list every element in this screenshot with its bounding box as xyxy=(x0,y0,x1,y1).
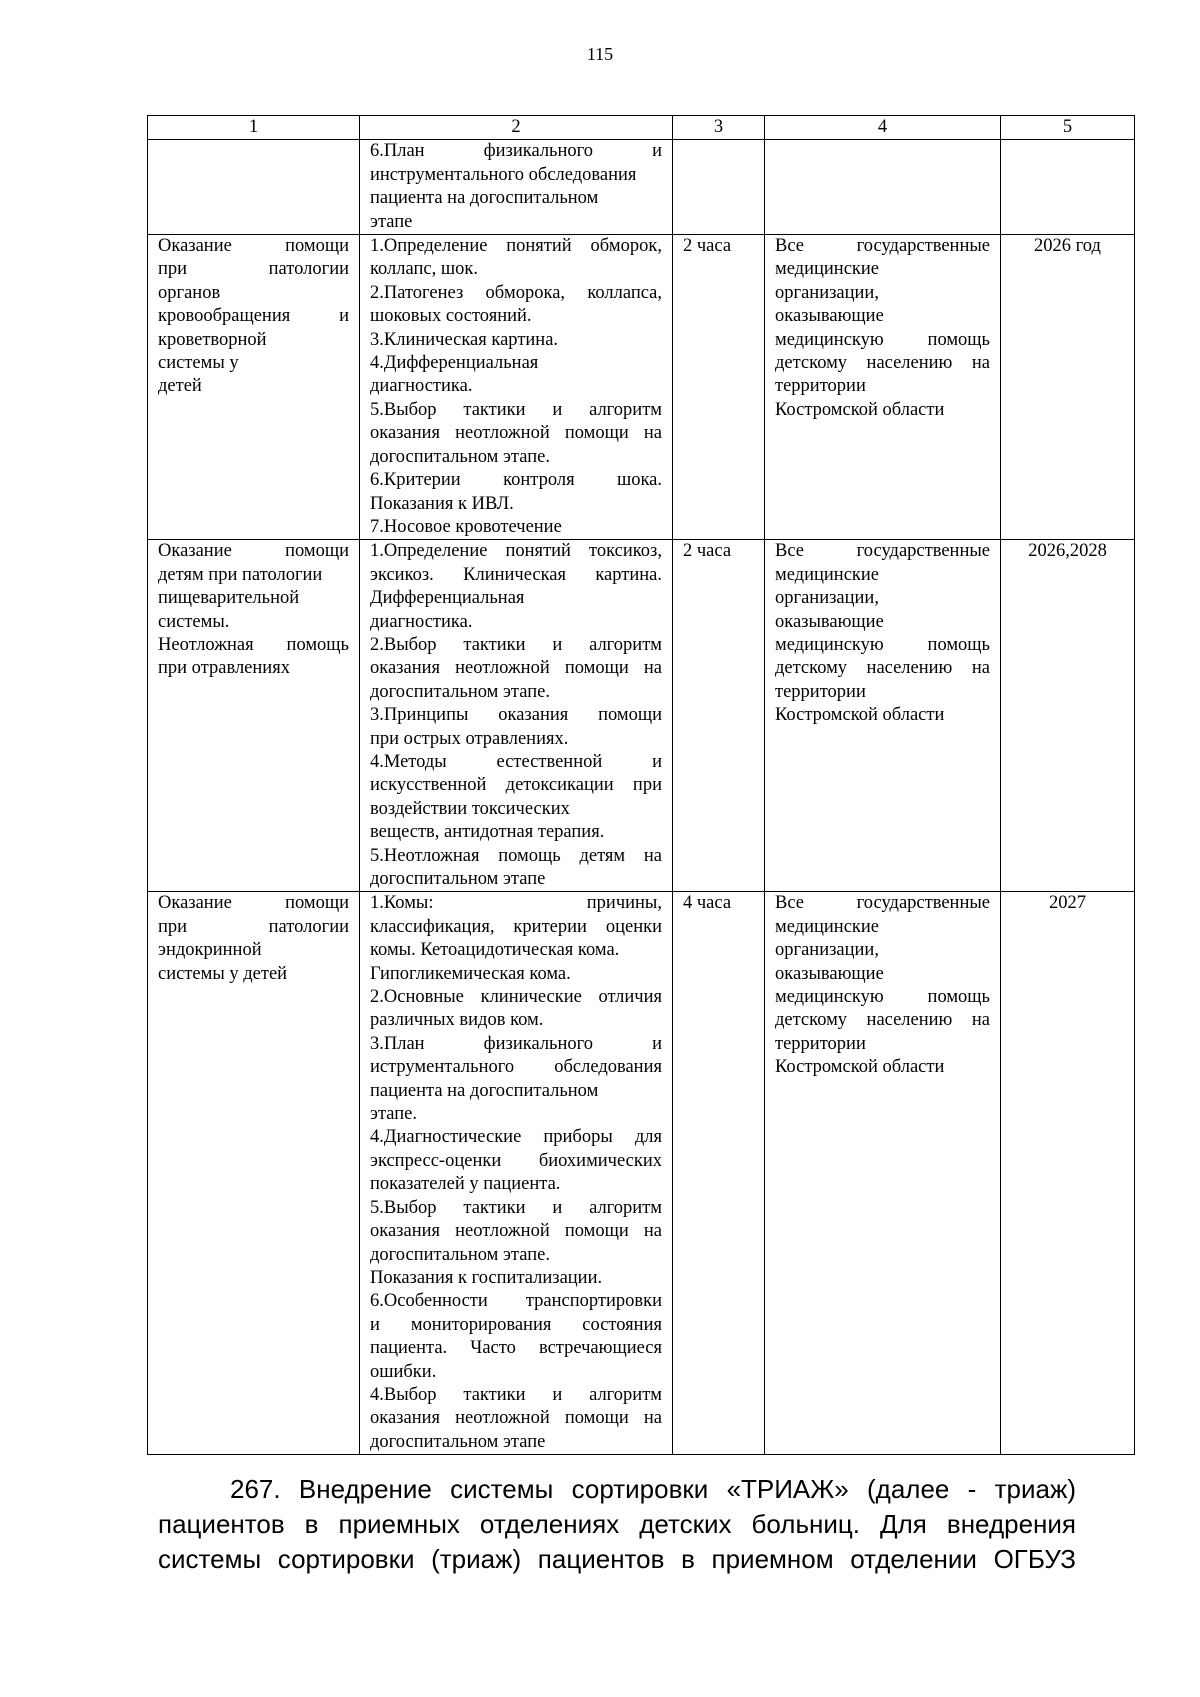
body-paragraph xyxy=(158,1472,1076,1577)
organization-line: детскому населению на xyxy=(775,658,990,679)
topic-line: Показания к госпитализации. xyxy=(370,1267,603,1288)
organization-line: оказывающие xyxy=(775,306,884,327)
organization-line: организации, xyxy=(775,282,879,303)
topic-line: воздействии токсических xyxy=(370,798,570,819)
topic-line: 6.План физикального и xyxy=(370,141,662,162)
topic-line: Показания к ИВЛ. xyxy=(370,493,514,514)
section-name-line: системы у xyxy=(158,353,239,374)
hours-cell: 2 часа xyxy=(673,540,765,892)
topic-line: Дифференциальная xyxy=(370,588,525,609)
hours-cell xyxy=(673,140,765,235)
table-row xyxy=(148,892,1135,1455)
organization-line: Костромской области xyxy=(775,705,945,726)
topic-line: классификация, критерии оценки xyxy=(370,916,662,937)
topic-line: 1.Определение понятий токсикоз, xyxy=(370,541,662,562)
topic-line: коллапс, шок. xyxy=(370,259,478,280)
section-name-line: при отравлениях xyxy=(158,658,290,679)
topics-cell xyxy=(360,235,673,540)
section-name-line: детям при патологии xyxy=(158,564,323,585)
page-number: 115 xyxy=(586,44,614,64)
topic-line: Гипогликемическая кома. xyxy=(370,963,571,984)
topic-line: 2.Выбор тактики и алгоритм xyxy=(370,634,662,655)
topic-line: 5.Неотложная помощь детям на xyxy=(370,845,662,866)
hours-cell: 2 часа xyxy=(673,235,765,540)
section-name-line: системы у детей xyxy=(158,963,288,984)
topic-line: и мониторирования состояния xyxy=(370,1314,662,1335)
topic-line: догоспитальном этапе. xyxy=(370,1244,550,1265)
topic-line: 4.Методы естественной и xyxy=(370,751,662,772)
topic-line: пациента на догоспитальном xyxy=(370,188,599,209)
column-number-1: 1 xyxy=(148,116,360,140)
topic-line: различных видов ком. xyxy=(370,1010,544,1031)
organization-line: оказывающие xyxy=(775,611,884,632)
topics-cell xyxy=(360,892,673,1455)
topic-line: экспресс-оценки биохимических xyxy=(370,1150,662,1171)
organization-line: территории xyxy=(775,681,866,702)
table-row-continuation xyxy=(148,140,1135,235)
column-number-2: 2 xyxy=(360,116,673,140)
organization-line: оказывающие xyxy=(775,963,884,984)
section-name-line: при патологии xyxy=(158,259,349,280)
organization-line: Костромской области xyxy=(775,1057,945,1078)
topic-line: 3.План физикального и xyxy=(370,1033,662,1054)
topic-line: 2.Основные клинические отличия xyxy=(370,987,662,1008)
topic-line: 1.Определение понятий обморок, xyxy=(370,236,662,257)
paragraph-line: пациентов в приемных отделениях детских больниц. Для внедрения xyxy=(158,1509,1076,1539)
section-name-line: органов xyxy=(158,282,221,303)
organization-line: территории xyxy=(775,376,866,397)
topic-line: этапе. xyxy=(370,1104,417,1125)
topic-line: искусственной детоксикации при xyxy=(370,775,662,796)
topic-line: диагностика. xyxy=(370,611,473,632)
table-row xyxy=(148,235,1135,540)
section-name-line: кровообращения и xyxy=(158,306,349,327)
section-name-line: Оказание помощи xyxy=(158,541,349,562)
topic-line: оказания неотложной помощи на xyxy=(370,658,662,679)
topic-line: 3.Принципы оказания помощи xyxy=(370,705,662,726)
organization-line: медицинские xyxy=(775,564,879,585)
topic-line: 6.Особенности транспортировки xyxy=(370,1291,662,1312)
organization-line: детскому населению на xyxy=(775,1010,990,1031)
year-cell xyxy=(1001,140,1135,235)
topic-line: догоспитальном этапе xyxy=(370,869,546,889)
paragraph-line: 267. Внедрение системы сортировки «ТРИАЖ» (далее - триаж) xyxy=(230,1474,1076,1504)
topic-line: пациента на догоспитальном xyxy=(370,1080,599,1101)
year-cell: 2026,2028 xyxy=(1001,540,1135,892)
section-name-cell xyxy=(148,140,360,235)
organization-line: Все государственные xyxy=(775,541,990,562)
organization-line: организации, xyxy=(775,588,879,609)
organization-line: Все государственные xyxy=(775,893,990,914)
topic-line: шоковых состояний. xyxy=(370,306,532,327)
section-name-line: пищеварительной xyxy=(158,588,300,609)
topics-cell xyxy=(360,540,673,892)
organization-line: Костромской области xyxy=(775,399,945,420)
topic-line: инструментального обследования xyxy=(370,164,637,185)
section-name-line: детей xyxy=(158,376,202,397)
topic-line: догоспитальном этапе. xyxy=(370,446,550,467)
section-name-cell xyxy=(148,235,360,540)
topic-line: 6.Критерии контроля шока. xyxy=(370,470,662,491)
organization-line: организации, xyxy=(775,940,879,961)
topic-line: иструментального обследования xyxy=(370,1057,662,1078)
topic-line: 4.Дифференциальная xyxy=(370,353,539,374)
organization-line: территории xyxy=(775,1033,866,1054)
section-name-line: Оказание помощи xyxy=(158,893,349,914)
section-name-cell xyxy=(148,892,360,1455)
topic-line: догоспитальном этапе. xyxy=(370,681,550,702)
topic-line: 5.Выбор тактики и алгоритм xyxy=(370,1197,662,1218)
column-number-4: 4 xyxy=(765,116,1001,140)
education-plan-table xyxy=(147,115,1135,1455)
topic-line: оказания неотложной помощи на xyxy=(370,1408,662,1429)
topic-line: эксикоз. Клиническая картина. xyxy=(370,564,662,585)
year-cell: 2026 год xyxy=(1001,235,1135,540)
topic-line: веществ, антидотная терапия. xyxy=(370,822,605,843)
topic-line: ошибки. xyxy=(370,1361,437,1382)
topic-line: догоспитальном этапе xyxy=(370,1431,546,1452)
topic-line: 7.Носовое кровотечение xyxy=(370,516,562,537)
topic-line: показателей у пациента. xyxy=(370,1174,561,1195)
topic-line: 1.Комы: причины, xyxy=(370,893,662,914)
topic-line: 3.Клиническая картина. xyxy=(370,329,559,350)
column-number-3: 3 xyxy=(673,116,765,140)
organizations-cell xyxy=(765,892,1001,1455)
organizations-cell xyxy=(765,140,1001,235)
organization-line: медицинские xyxy=(775,259,879,280)
topic-line: 4.Диагностические приборы для xyxy=(370,1127,662,1148)
organizations-cell xyxy=(765,235,1001,540)
section-name-line: эндокринной xyxy=(158,940,262,961)
table-row xyxy=(148,540,1135,892)
organization-line: детскому населению на xyxy=(775,353,990,374)
section-name-line: Неотложная помощь xyxy=(158,634,349,655)
paragraph-line: системы сортировки (триаж) пациентов в приемном отделении ОГБУЗ xyxy=(158,1544,1076,1574)
hours-cell: 4 часа xyxy=(673,892,765,1455)
organizations-cell xyxy=(765,540,1001,892)
organization-line: медицинские xyxy=(775,916,879,937)
topic-line: 5.Выбор тактики и алгоритм xyxy=(370,399,662,420)
organization-line: медицинскую помощь xyxy=(775,634,990,655)
organization-line: медицинскую помощь xyxy=(775,329,990,350)
topic-line: диагностика. xyxy=(370,376,473,397)
topic-line: этапе xyxy=(370,211,413,232)
section-name-line: при патологии xyxy=(158,916,349,937)
year-cell: 2027 xyxy=(1001,892,1135,1455)
topic-line: 2.Патогенез обморока, коллапса, xyxy=(370,282,662,303)
topic-line: оказания неотложной помощи на xyxy=(370,1221,662,1242)
section-name-line: системы. xyxy=(158,611,230,632)
topics-cell xyxy=(360,140,673,235)
topic-line: оказания неотложной помощи на xyxy=(370,423,662,444)
topic-line: комы. Кетоацидотическая кома. xyxy=(370,940,620,961)
topic-line: 4.Выбор тактики и алгоритм xyxy=(370,1384,662,1405)
organization-line: медицинскую помощь xyxy=(775,987,990,1008)
table-header-row xyxy=(148,116,1135,140)
column-number-5: 5 xyxy=(1001,116,1135,140)
section-name-line: кроветворной xyxy=(158,329,267,350)
organization-line: Все государственные xyxy=(775,236,990,257)
section-name-line: Оказание помощи xyxy=(158,236,349,257)
section-name-cell xyxy=(148,540,360,892)
topic-line: при острых отравлениях. xyxy=(370,728,569,749)
topic-line: пациента. Часто встречающиеся xyxy=(370,1338,662,1359)
